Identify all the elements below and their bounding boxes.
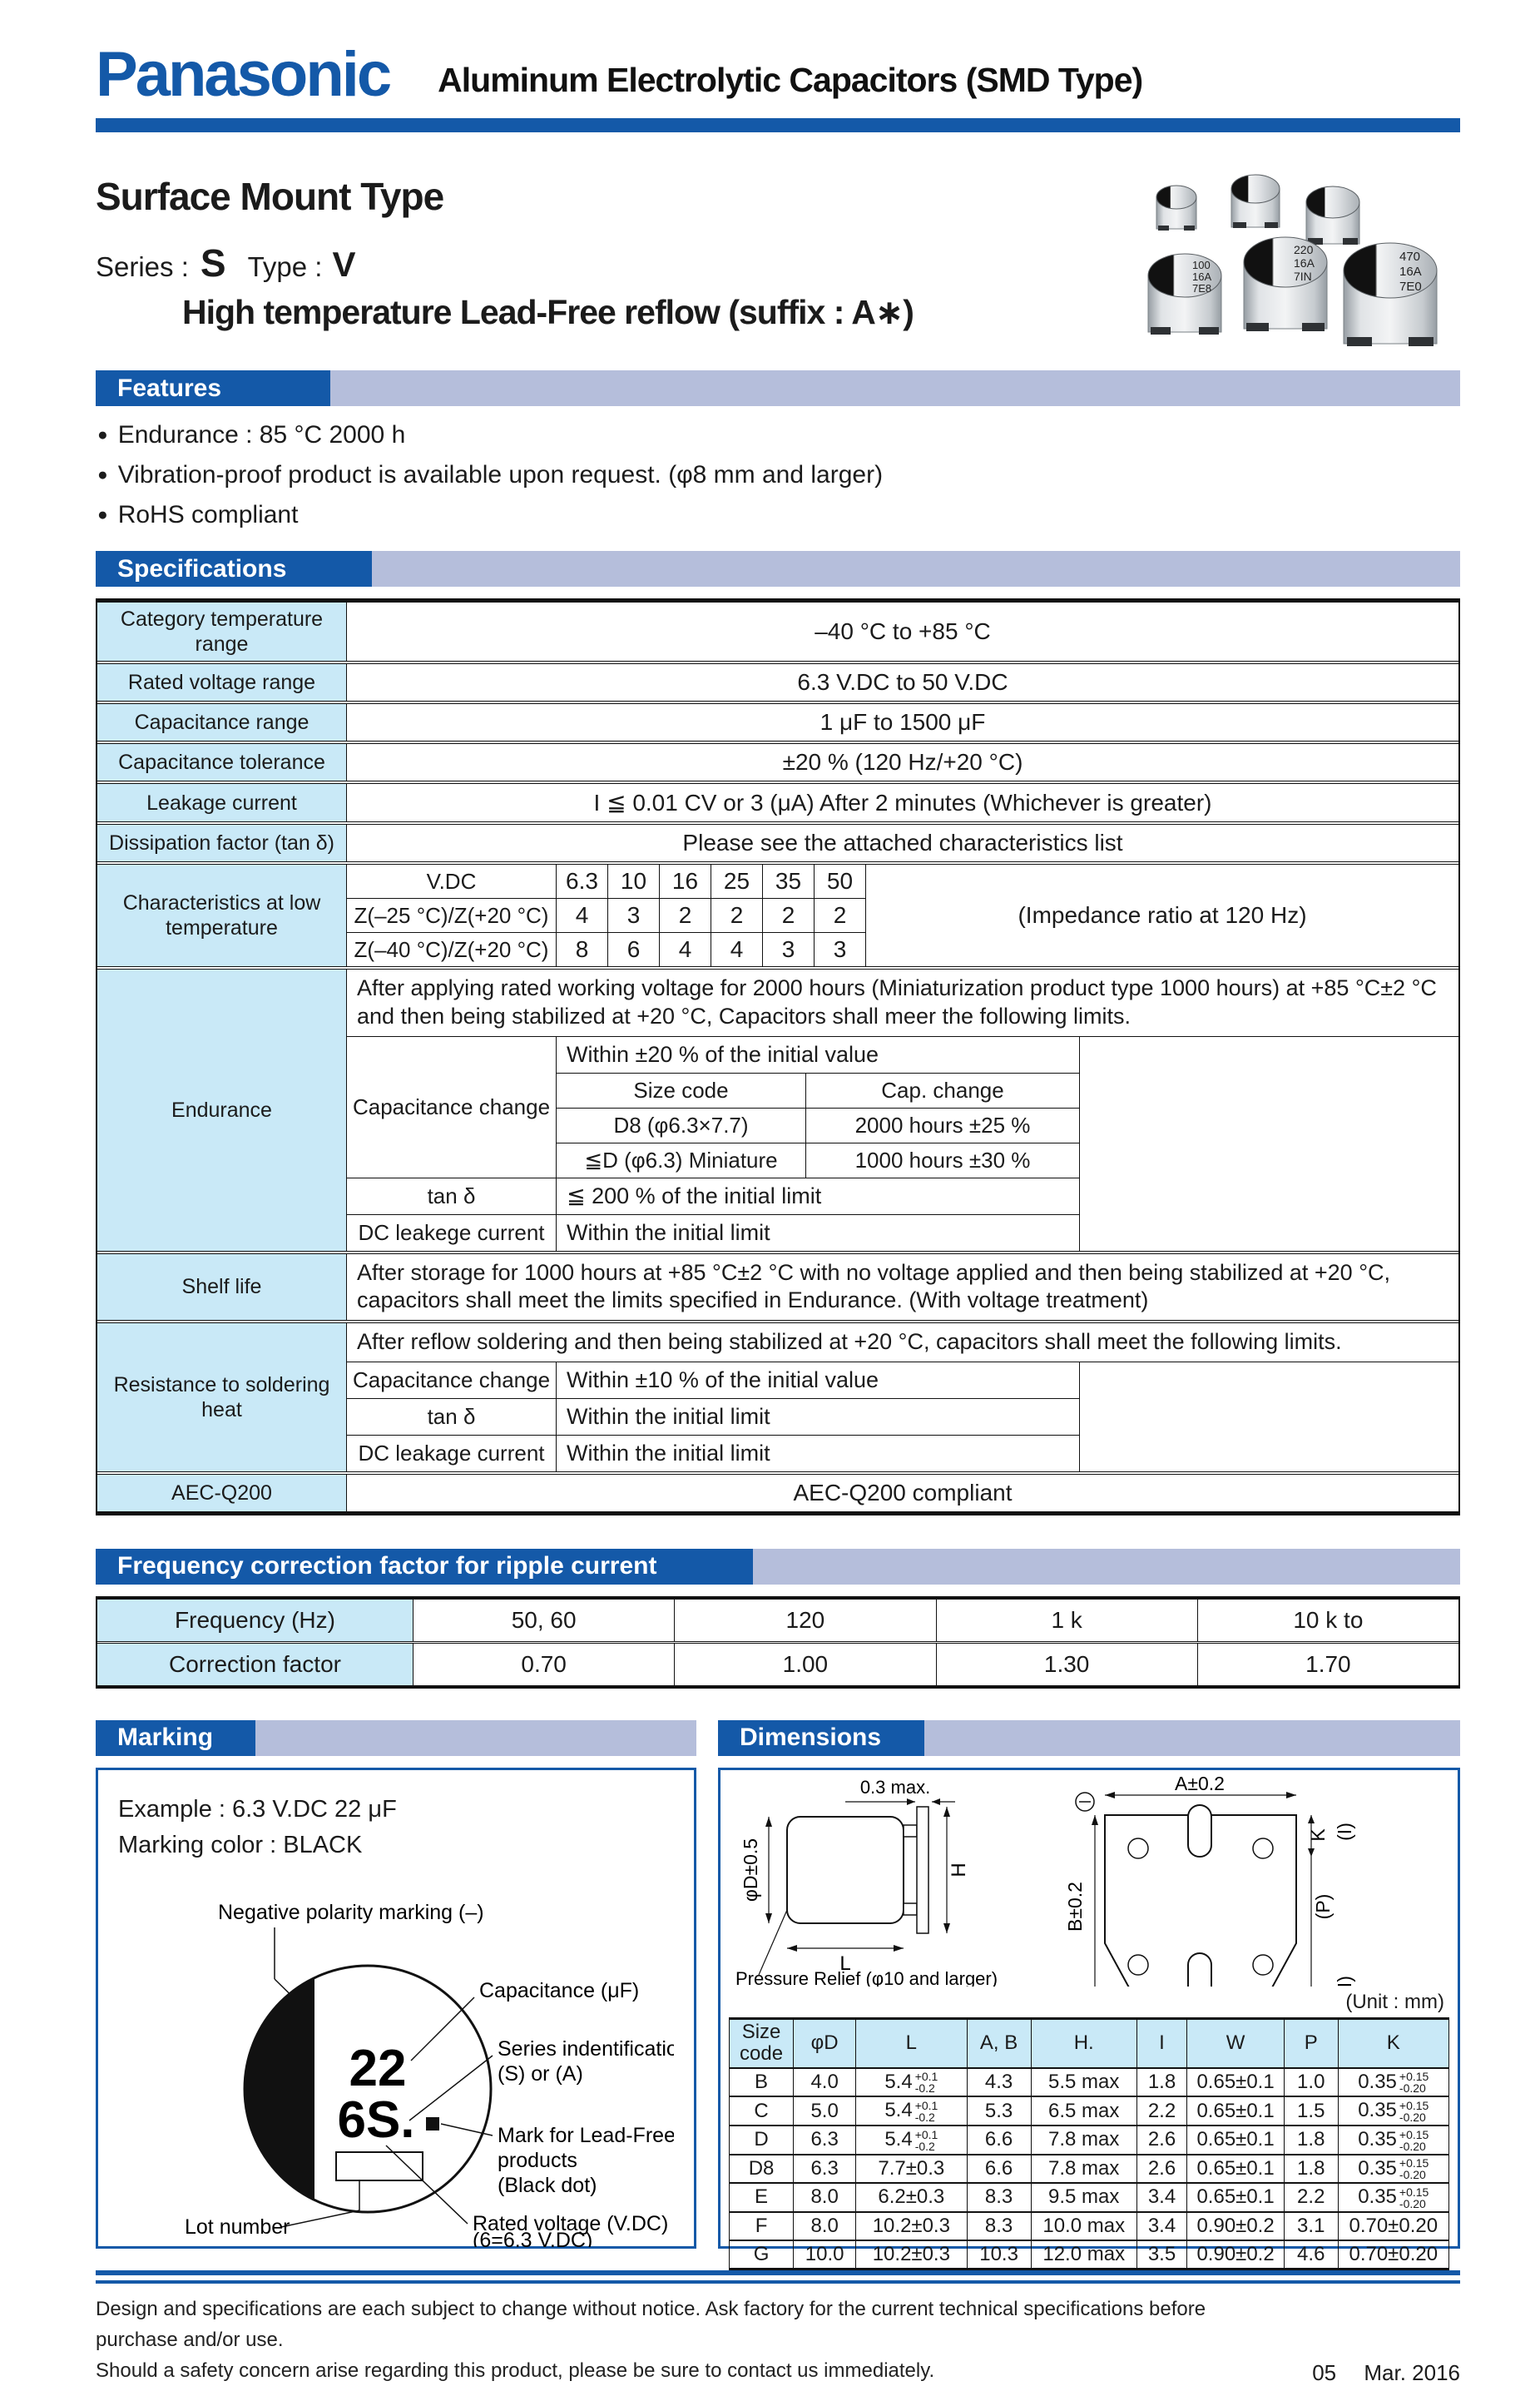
dim-header: K (1338, 2018, 1448, 2067)
spec-label: Shelf life (97, 1254, 347, 1321)
z40-value: 3 (815, 933, 866, 966)
dim-i-bottom: (I) (1334, 1975, 1355, 1987)
cap-marking: 100 (1192, 259, 1211, 271)
dim-cell: 0.65±0.1 (1187, 2155, 1285, 2184)
low-temp-row (347, 932, 866, 966)
callout-negative-label: Negative polarity marking (–) (218, 1900, 484, 1924)
z25-value: 2 (711, 899, 763, 932)
dim-pressure-relief: Pressure Relief (φ10 and larger) (735, 1967, 998, 1987)
callout-series-label2: (S) or (A) (498, 2061, 583, 2086)
endurance-left (347, 1037, 1080, 1251)
dim-cell: 3.5 (1136, 2240, 1186, 2269)
spec-label: Endurance (97, 970, 347, 1251)
dim-row (730, 2068, 1449, 2097)
dc-leakage-value: Within the initial limit (567, 1440, 770, 1466)
dim-cell: 0.35 +0.15 -0.20 (1338, 2126, 1448, 2155)
correction-value: 1.70 (1305, 1650, 1351, 1677)
cap-change-value: Within ±10 % of the initial value (567, 1367, 879, 1392)
marking-column (96, 1720, 696, 2249)
vdc-value: 6.3 (557, 865, 608, 898)
dim-cell: 0.90±0.2 (1187, 2212, 1285, 2240)
dim-cell: 0.65±0.1 (1187, 2183, 1285, 2212)
cap-marking: 470 (1399, 250, 1421, 264)
dim-cell: 8.0 (794, 2183, 856, 2212)
frequency-value: 120 (675, 1600, 936, 1641)
document-title: Aluminum Electrolytic Capacitors (SMD Type) (438, 61, 1143, 99)
spec-row-shelf-life (97, 1251, 1458, 1321)
z40-label: Z(–40 °C)/Z(+20 °C) (347, 933, 557, 966)
header-rule (96, 118, 1460, 132)
tan-delta-label: tan δ (347, 1178, 557, 1214)
lot-number-box (336, 2152, 423, 2180)
marking-example-line1: Example : 6.3 V.DC 22 μF (118, 1795, 397, 1823)
dim-a: A±0.2 (1175, 1776, 1225, 1794)
spec-label: AEC-Q200 (97, 1475, 347, 1511)
product-heading: Surface Mount Type (96, 175, 444, 218)
size-table-row (557, 1108, 1079, 1143)
dim-b: B±0.2 (1064, 1881, 1086, 1932)
footer-page-info (1290, 2360, 1460, 2386)
z25-value: 2 (763, 899, 815, 932)
dim-cell: 3.4 (1136, 2212, 1186, 2240)
dimensions-section-bar (718, 1720, 1460, 1756)
features-heading: Features (96, 370, 330, 406)
aec-value: AEC-Q200 compliant (793, 1479, 1013, 1506)
spec-label: Resistance to soldering heat (97, 1323, 347, 1471)
correction-value: 0.70 (413, 1644, 675, 1685)
dim-cell: D8 (730, 2155, 794, 2184)
marking-series-voltage: 6S. (337, 2091, 415, 2149)
z25-value: 2 (815, 899, 866, 932)
vdc-value: 25 (711, 865, 763, 898)
spec-label: Capacitance range (97, 704, 347, 741)
marking-diagram (118, 1871, 674, 2247)
spec-row (97, 821, 1458, 861)
dim-cell: 1.0 (1284, 2068, 1338, 2097)
dim-header: H. (1031, 2018, 1136, 2067)
spec-label: Rated voltage range (97, 664, 347, 701)
dim-cell: 3.4 (1136, 2183, 1186, 2212)
size-code-header: Size code (557, 1074, 806, 1108)
z40-value: 4 (711, 933, 763, 966)
dim-cell: 10.2±0.3 (856, 2240, 967, 2269)
spec-row-aec (97, 1471, 1458, 1511)
dim-cell: 10.0 (794, 2240, 856, 2269)
dim-cell: 6.6 (967, 2155, 1031, 2184)
soldering-intro: After reflow soldering and then being stabilized at +20 °C, capacitors shall meet the following limits. (357, 1329, 1342, 1354)
dim-cell: 0.90±0.2 (1187, 2240, 1285, 2269)
page-date: Mar. 2016 (1364, 2360, 1460, 2386)
size-code-table (557, 1073, 1079, 1178)
feature-item: ● Vibration-proof product is available upon request. (φ8 mm and larger) (97, 461, 1460, 489)
cap-change-header: Cap. change (881, 1077, 1004, 1103)
dim-cell: E (730, 2183, 794, 2212)
endurance-spacer (1080, 1037, 1458, 1251)
dim-cell: 12.0 max (1031, 2240, 1136, 2269)
dim-cell: 5.4 +0.1 -0.2 (856, 2126, 967, 2155)
soldering-spacer (1080, 1362, 1458, 1471)
size-code-cell: ≦D (φ6.3) Miniature (557, 1143, 806, 1178)
dim-cell: 1.8 (1284, 2126, 1338, 2155)
size-code-cell: D8 (φ6.3×7.7) (557, 1109, 806, 1143)
dim-cell: 4.6 (1284, 2240, 1338, 2269)
spec-value: 1 μF to 1500 μF (820, 709, 986, 735)
dim-cell: 0.65±0.1 (1187, 2126, 1285, 2155)
frequency-value: 50, 60 (413, 1600, 675, 1641)
callout-leadfree-label3: (Black dot) (498, 2173, 597, 2197)
dimensions-panel (718, 1768, 1460, 2265)
tan-delta-label: tan δ (347, 1399, 557, 1435)
marking-panel (96, 1768, 696, 2249)
dim-cell: 6.3 (794, 2155, 856, 2184)
dim-cell: 10.2±0.3 (856, 2212, 967, 2240)
capacitor-big-3 (1344, 243, 1437, 346)
size-table-header (557, 1074, 1079, 1108)
specifications-section-bar (96, 551, 1460, 587)
spec-row (97, 603, 1458, 661)
endurance-block (347, 970, 1458, 1251)
marking-dimensions-section (96, 1720, 1460, 2265)
spec-label: Capacitance tolerance (97, 744, 347, 781)
correction-value: 1.30 (937, 1644, 1198, 1685)
type-label: Type : (247, 251, 323, 282)
dim-phid: φD±0.5 (740, 1838, 761, 1902)
dim-cell: 8.3 (967, 2212, 1031, 2240)
spec-row (97, 701, 1458, 741)
dim-cell: 0.35 +0.15 -0.20 (1338, 2183, 1448, 2212)
capacitor-small-1 (1156, 186, 1196, 231)
seat-plate (917, 1807, 928, 1933)
z25-label: Z(–25 °C)/Z(+20 °C) (347, 899, 557, 932)
spec-row-endurance (97, 966, 1458, 1251)
dim-cell: 0.35 +0.15 -0.20 (1338, 2096, 1448, 2126)
features-list (96, 421, 1460, 529)
dim-row (730, 2126, 1449, 2155)
dimensions-table (729, 2017, 1449, 2270)
dim-cell: 0.35 +0.15 -0.20 (1338, 2155, 1448, 2184)
dim-cell: C (730, 2096, 794, 2126)
z40-value: 4 (660, 933, 711, 966)
dim-cell: 0.65±0.1 (1187, 2096, 1285, 2126)
endurance-grid (347, 1036, 1458, 1251)
dim-cell: G (730, 2240, 794, 2269)
cap-marking: 220 (1294, 243, 1314, 256)
dim-header: L (856, 2018, 967, 2067)
footer-notes (96, 2294, 1290, 2386)
soldering-block (347, 1323, 1458, 1471)
dim-cell: 5.4 +0.1 -0.2 (856, 2096, 967, 2126)
dimensions-heading: Dimensions (718, 1720, 924, 1756)
spec-value: 6.3 V.DC to 50 V.DC (797, 669, 1008, 695)
dim-cell: 6.6 (967, 2126, 1031, 2155)
dim-cell: 2.2 (1136, 2096, 1186, 2126)
frequency-row-label: Frequency (Hz) (97, 1600, 413, 1641)
cap-change-value: Within ±20 % of the initial value (567, 1041, 879, 1067)
marking-section-bar (96, 1720, 696, 1756)
callout-capacitance-label: Capacitance (μF) (479, 1978, 640, 2002)
dc-leakage-label: DC leakage current (347, 1436, 557, 1471)
dim-header: W (1187, 2018, 1285, 2067)
z40-value: 8 (557, 933, 608, 966)
dim-cell: 6.2±0.3 (856, 2183, 967, 2212)
vdc-value: 35 (763, 865, 815, 898)
dim-cell: 5.0 (794, 2096, 856, 2126)
dc-leakage-label: DC leakege current (347, 1215, 557, 1251)
dim-cell: 7.7±0.3 (856, 2155, 967, 2184)
low-temp-row (347, 898, 866, 932)
dimensions-column (718, 1720, 1460, 2265)
z25-value: 4 (557, 899, 608, 932)
terminal-pad-bottom (1188, 1953, 1211, 1987)
header (96, 39, 1460, 110)
dim-cell: 3.1 (1284, 2212, 1338, 2240)
spec-label: Characteristics at low temperature (97, 865, 347, 966)
dim-cell: 2.6 (1136, 2126, 1186, 2155)
marking-heading: Marking (96, 1720, 255, 1756)
dim-cell: 5.3 (967, 2096, 1031, 2126)
dim-cell: 2.2 (1284, 2183, 1338, 2212)
datasheet-page (96, 0, 1460, 2386)
dim-cell: 6.3 (794, 2126, 856, 2155)
spec-value: –40 °C to +85 °C (815, 618, 991, 644)
dim-row (730, 2096, 1449, 2126)
tan-delta-value: ≦ 200 % of the initial limit (567, 1183, 822, 1208)
specifications-heading: Specifications (96, 551, 372, 587)
dim-header: P (1284, 2018, 1338, 2067)
frequency-value: 10 k to (1293, 1606, 1364, 1633)
frequency-row (97, 1641, 1458, 1685)
dim-cell: 8.0 (794, 2212, 856, 2240)
cap-marking: 16A (1294, 256, 1315, 270)
z40-value: 6 (608, 933, 660, 966)
dim-cell: F (730, 2212, 794, 2240)
soldering-row (347, 1362, 1079, 1398)
low-temp-grid (347, 865, 866, 966)
dim-cell: 5.4 +0.1 -0.2 (856, 2068, 967, 2097)
series-value: S (200, 241, 226, 285)
page-number: 05 (1312, 2360, 1337, 2386)
capacitor-big-1 (1148, 254, 1221, 335)
dim-row (730, 2212, 1449, 2240)
size-table-row (557, 1143, 1079, 1178)
endurance-row (347, 1214, 1079, 1251)
dim-cell: 7.8 max (1031, 2126, 1136, 2155)
lead-free-dot (426, 2117, 439, 2131)
low-temp-row (347, 865, 866, 898)
correction-value: 1.00 (675, 1644, 936, 1685)
soldering-row (347, 1435, 1079, 1471)
dim-cell: 10.0 max (1031, 2212, 1136, 2240)
cap-change-values (557, 1037, 1079, 1178)
callout-voltage-label2: (6=6.3 V.DC) (473, 2228, 593, 2247)
dim-p: (P) (1312, 1893, 1334, 1920)
callout-series-label1: Series indentification (498, 2036, 674, 2061)
vdc-value: 50 (815, 865, 866, 898)
callout-voltage-label1: Rated voltage (V.DC) (473, 2211, 669, 2235)
dim-h: H (948, 1863, 970, 1878)
cap-change-label: Capacitance change (347, 1362, 557, 1398)
series-label: Series : (96, 251, 189, 282)
panasonic-logo: Panasonic (96, 39, 390, 110)
cap-change-cell: 1000 hours ±30 % (854, 1147, 1031, 1173)
cap-change-cell: 2000 hours ±25 % (854, 1112, 1031, 1138)
soldering-left (347, 1362, 1080, 1471)
impedance-note: (Impedance ratio at 120 Hz) (1018, 902, 1307, 928)
dim-k: K (1307, 1828, 1329, 1842)
dim-header: I (1136, 2018, 1186, 2067)
dim-header: φD (794, 2018, 856, 2067)
cap-marking: 7E0 (1399, 280, 1422, 294)
dim-cell: 1.8 (1284, 2155, 1338, 2184)
dim-cell: 0.35 +0.15 -0.20 (1338, 2068, 1448, 2097)
minus-symbol (1076, 1793, 1094, 1811)
spec-row (97, 781, 1458, 821)
capacitor-photos (1052, 171, 1460, 366)
dim-cell: 1.5 (1284, 2096, 1338, 2126)
dim-cell: D (730, 2126, 794, 2155)
capacitor-small-3 (1306, 186, 1359, 245)
callout-leadfree-label2: products (498, 2148, 577, 2172)
callout-leadfree-label1: Mark for Lead-Free (498, 2123, 674, 2147)
capacitor-big-2 (1244, 237, 1327, 331)
cap-marking: 16A (1192, 270, 1212, 283)
vdc-value: 16 (660, 865, 711, 898)
cap-change-label: Capacitance change (347, 1037, 557, 1178)
type-value: V (332, 245, 356, 284)
dim-row (730, 2240, 1449, 2269)
capacitor-small-2 (1231, 175, 1280, 228)
vdc-value: 10 (608, 865, 660, 898)
soldering-grid (347, 1362, 1458, 1471)
z25-value: 2 (660, 899, 711, 932)
callout-lot-label: Lot number (185, 2215, 290, 2239)
low-temp-block (347, 865, 1458, 966)
dim-cell: 8.3 (967, 2183, 1031, 2212)
capacitor-side-view (787, 1817, 904, 1923)
correction-row-label: Correction factor (97, 1644, 413, 1685)
dim-l: L (839, 1952, 851, 1975)
endurance-row (347, 1037, 1079, 1178)
dim-cell: 9.5 max (1031, 2183, 1136, 2212)
dim-cell: 7.8 max (1031, 2155, 1136, 2184)
spec-row (97, 741, 1458, 781)
frequency-table (96, 1596, 1460, 1689)
marking-example-line2: Marking color : BLACK (118, 1832, 363, 1859)
product-subtitle: High temperature Lead-Free reflow (suffix : A∗) (182, 293, 914, 331)
spec-row (97, 661, 1458, 701)
spec-label: Leakage current (97, 784, 347, 821)
dim-cell: 0.70±0.20 (1338, 2240, 1448, 2269)
dim-cell: 0.65±0.1 (1187, 2068, 1285, 2097)
frequency-section-bar (96, 1549, 1460, 1585)
negative-polarity-crescent (245, 1978, 314, 2200)
endurance-row (347, 1178, 1079, 1214)
spec-label: Dissipation factor (tan δ) (97, 825, 347, 861)
spec-value: ±20 % (120 Hz/+20 °C) (782, 749, 1023, 775)
dim-cell: 10.3 (967, 2240, 1031, 2269)
features-section-bar (96, 370, 1460, 406)
dim-cell: 4.3 (967, 2068, 1031, 2097)
footer-note-2: Should a safety concern arise regarding this product, please be sure to contact us immediately. (96, 2359, 935, 2383)
cap-marking: 7IN (1294, 270, 1312, 283)
specifications-table (96, 598, 1460, 1515)
dim-header-row (730, 2018, 1449, 2067)
frequency-heading: Frequency correction factor for ripple current (96, 1549, 753, 1585)
cap-marking: 7E8 (1192, 282, 1212, 295)
dim-cell: 0.70±0.20 (1338, 2212, 1448, 2240)
spec-row-low-temp (97, 861, 1458, 966)
feature-item: ● RoHS compliant (97, 501, 1460, 529)
z25-value: 3 (608, 899, 660, 932)
endurance-intro: After applying rated working voltage for 2000 hours (Miniaturization product type 1000 hours) at +85 °C±2 °C and then being stabilized at +20 °C, Capacitors shall meer the following limits. (357, 975, 1437, 1029)
spec-row-soldering (97, 1320, 1458, 1471)
dim-header: A, B (967, 2018, 1031, 2067)
capacitor-photo-icon (1052, 171, 1460, 366)
cap-marking: 16A (1399, 265, 1422, 279)
dim-row (730, 2155, 1449, 2184)
spec-label: Category temperature range (97, 603, 347, 661)
unit-note: (Unit : mm) (1345, 1990, 1444, 2013)
dim-03max: 0.3 max. (859, 1776, 931, 1798)
soldering-row (347, 1398, 1079, 1435)
marking-capacitance: 22 (349, 2039, 407, 2097)
footer (96, 2294, 1460, 2386)
dim-cell: 6.5 max (1031, 2096, 1136, 2126)
frequency-value: 1 k (937, 1600, 1198, 1641)
spec-value: I ≦ 0.01 CV or 3 (μA) After 2 minutes (Whichever is greater) (593, 790, 1212, 816)
z40-value: 3 (763, 933, 815, 966)
dim-cell: 2.6 (1136, 2155, 1186, 2184)
shelf-life-text: After storage for 1000 hours at +85 °C±2 °C with no voltage applied and then being stabilized at +20 °C, capacitors shall meet the limits specified in Endurance. (With voltage treatment) (357, 1259, 1390, 1313)
dc-leakage-value: Within the initial limit (567, 1219, 770, 1245)
dim-header: Size code (730, 2018, 794, 2067)
dim-cell: 4.0 (794, 2068, 856, 2097)
dim-cell: 1.8 (1136, 2068, 1186, 2097)
dim-cell: 5.5 max (1031, 2068, 1136, 2097)
spec-value: Please see the attached characteristics list (682, 830, 1123, 856)
footer-rule (96, 2270, 1460, 2284)
feature-item: ● Endurance : 85 °C 2000 h (97, 421, 1460, 449)
tan-delta-value: Within the initial limit (567, 1403, 770, 1429)
dim-i-top: (I) (1334, 1822, 1355, 1841)
frequency-row (97, 1600, 1458, 1641)
dim-row (730, 2183, 1449, 2212)
dim-cell: B (730, 2068, 794, 2097)
vdc-label: V.DC (347, 865, 557, 898)
footer-note-1: Design and specifications are each subject to change without notice. Ask factory for the current technical specifications before purchase and/or use. (96, 2297, 1206, 2351)
dimensions-drawing (729, 1777, 1449, 1987)
terminal-pad-top (1188, 1805, 1211, 1857)
